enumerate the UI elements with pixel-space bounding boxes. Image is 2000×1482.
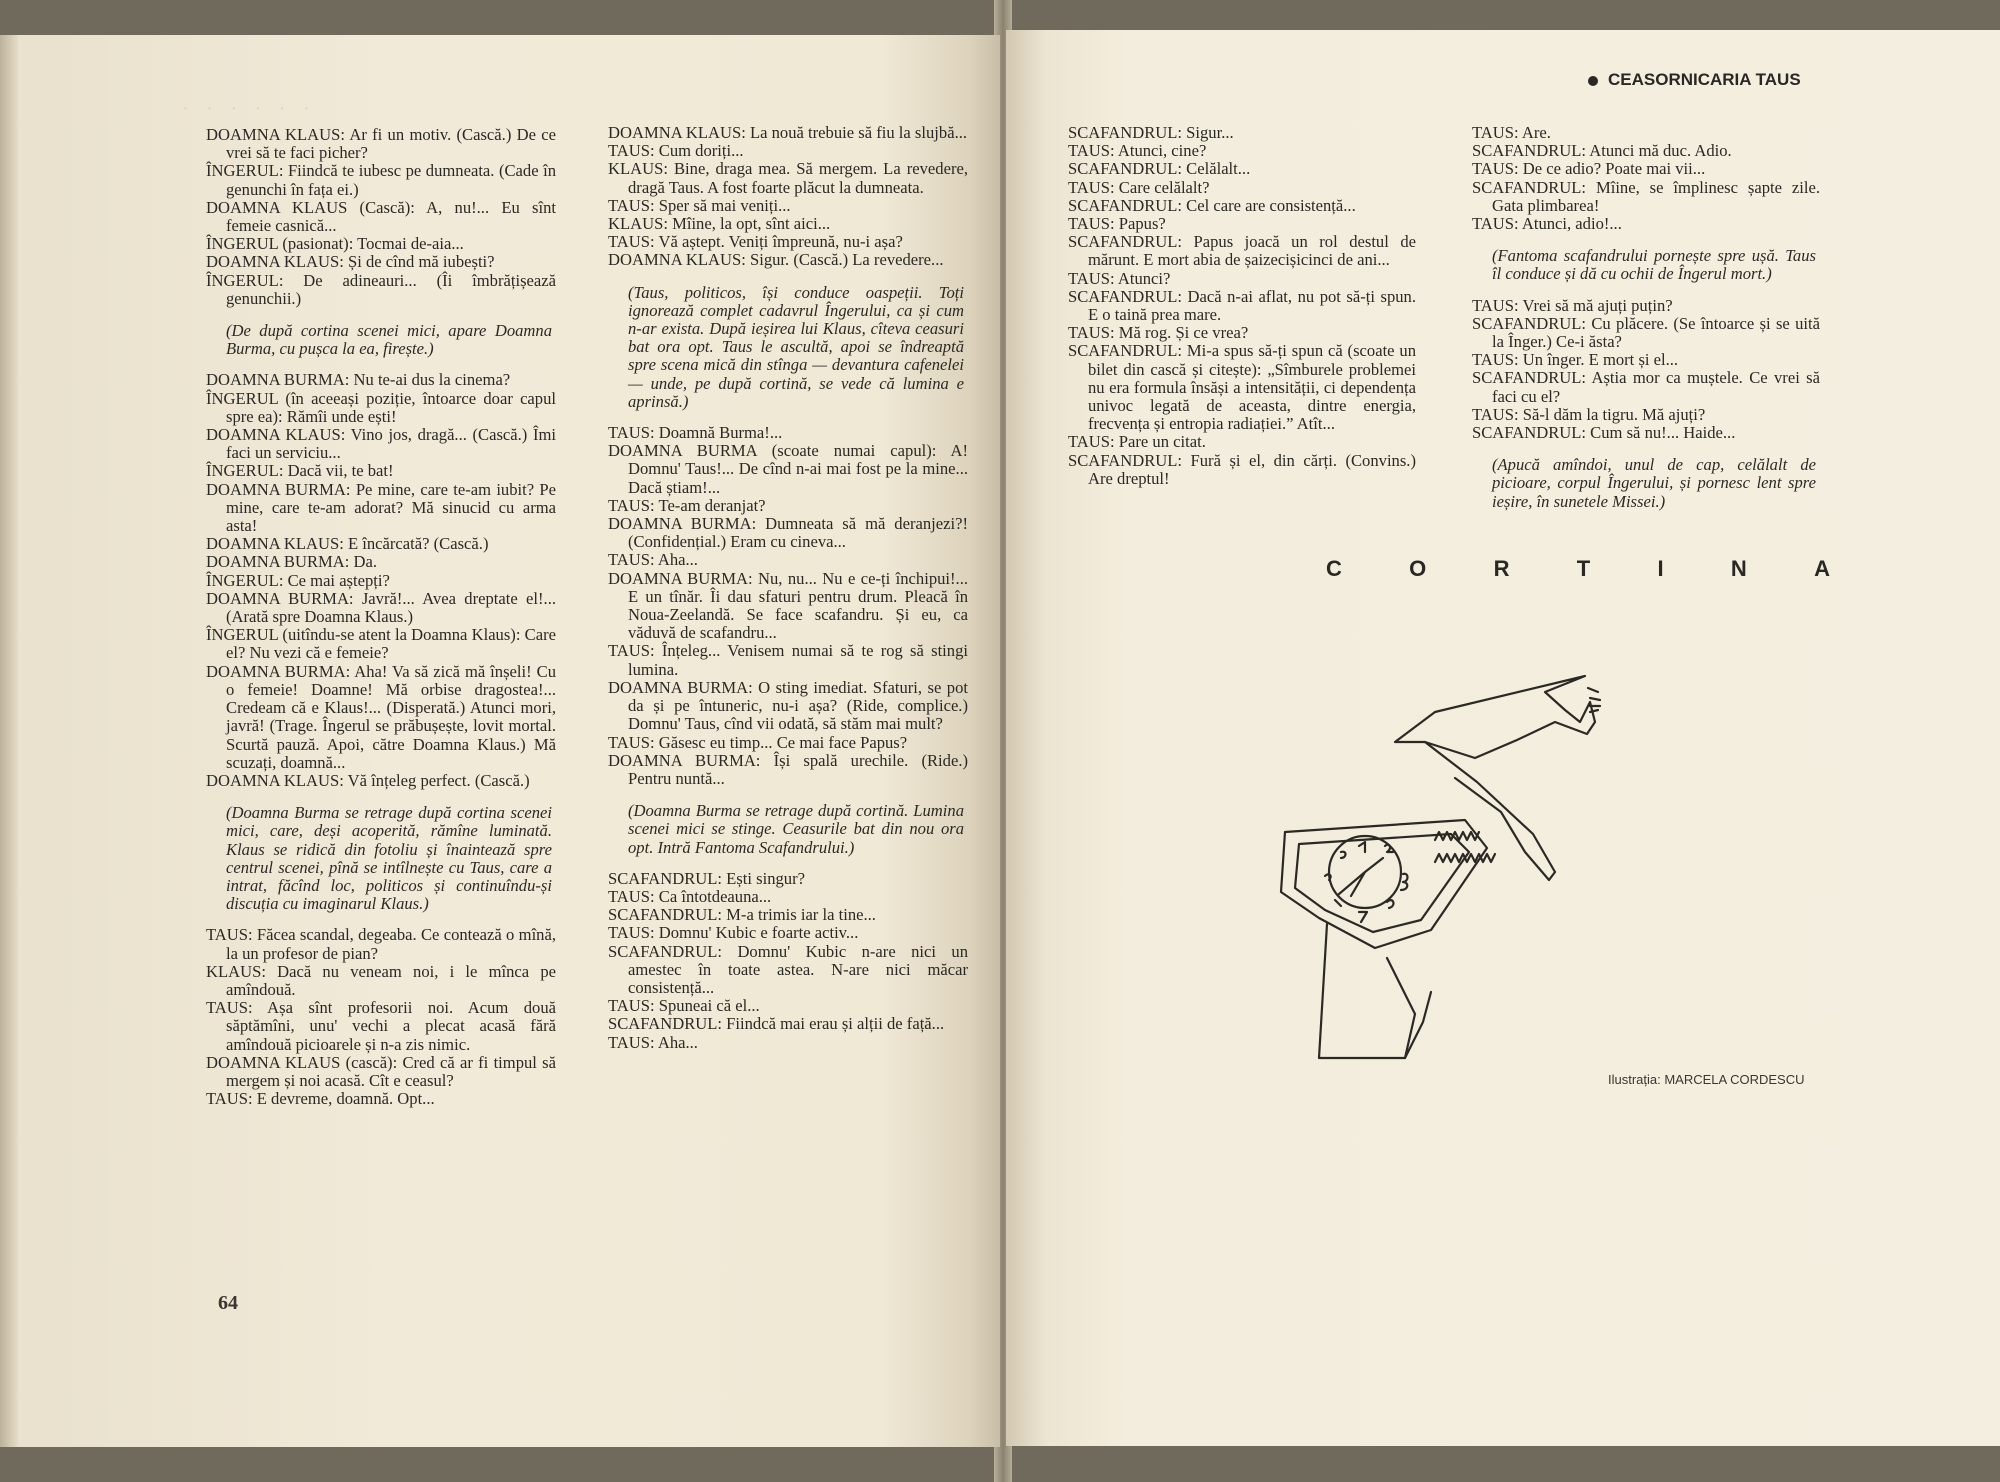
dialogue-line: SCAFANDRUL: Mi-a spus să-ți spun că (scoate un bilet din cască și citește): „Sîmburele problemei nu era formula însăși a intensității, ci dependența univoc legată de aceasta, dintre energia, frecvența și entropia radiației.” Atît... [1068, 341, 1416, 434]
dialogue-line: TAUS: E devreme, doamnă. Opt... [206, 1089, 435, 1109]
dialogue-line: ÎNGERUL (uitîndu-se atent la Doamna Klaus): Care el? Nu vezi că e femeie? [206, 625, 556, 663]
running-header-text: CEASORNICARIA TAUS [1608, 70, 1801, 89]
text-column-4 [1472, 124, 1820, 524]
dialogue-line: DOAMNA KLAUS: Vino jos, dragă... (Cască.) Îmi faci un serviciu... [206, 425, 556, 463]
dialogue-line: SCAFANDRUL: Mîine, se împlinesc șapte zile. Gata plimbarea! [1472, 177, 1820, 215]
dialogue-line: TAUS: Mă rog. Și ce vrea? [1068, 323, 1249, 343]
dialogue-line: TAUS: Aha... [608, 550, 698, 570]
dialogue-line: SCAFANDRUL: Cu plăcere. (Se întoarce și se uită la Înger.) Ce-i ăsta? [1472, 313, 1820, 352]
curtain-letter: I [1657, 556, 1664, 581]
dialogue-line: TAUS: Să-l dăm la tigru. Mă ajuți? [1472, 404, 1706, 424]
illustration-credit: Ilustrația: MARCELA CORDESCU [1608, 1072, 1805, 1087]
dialogue-line: TAUS: Un înger. E mort și el... [1472, 350, 1679, 370]
stage-direction: (Doamna Burma se retrage după cortina scenei mici, care, deși acoperită, rămîne luminată. Klaus se ridică din fotoliu și înaintează spre centrul scenei, pînă se intîlnește cu Taus, care a intrat, făcînd loc, politicos și continuîndu-și discuția cu imaginarul Klaus.) [226, 803, 552, 914]
dialogue-line: DOAMNA KLAUS (cască): Cred că ar fi timpul să mergem și noi acasă. Cît e ceasul? [206, 1052, 556, 1090]
dialogue-line: DOAMNA BURMA: Pe mine, care te-am iubit? Pe mine, care te-am adorat? Mă sinucid cu arma asta! [206, 479, 556, 536]
dialogue-line: ÎNGERUL: De adineauri... (Îi îmbrățișează genunchii.) [206, 270, 556, 308]
dialogue-line: SCAFANDRUL: Sigur... [1068, 123, 1234, 142]
dialogue-line: DOAMNA BURMA: Javră!... Avea dreptate el!... (Arată spre Doamna Klaus.) [206, 588, 556, 627]
dialogue-line: DOAMNA BURMA: Își spală urechile. (Ride.) Pentru nuntă... [608, 750, 968, 788]
curtain-letter: C [1326, 556, 1342, 581]
dialogue-line: SCAFANDRUL: M-a trimis iar la tine... [608, 905, 876, 925]
dialogue-line: TAUS: Spuneai că el... [608, 996, 760, 1016]
dialogue-line: SCAFANDRUL: Fură și el, din cărți. (Convins.) Are dreptul! [1068, 450, 1416, 488]
curtain-letter: R [1493, 556, 1510, 581]
page-edge [0, 35, 18, 1447]
dialogue-line: DOAMNA BURMA: Dumneata să mă deranjezi?! (Confidențial.) Eram cu cineva... [608, 514, 968, 552]
sketch-arm [1395, 676, 1595, 758]
dialogue-line: DOAMNA BURMA: Da. [206, 552, 378, 572]
curtain-letter: N [1730, 556, 1747, 581]
dialogue-line: DOAMNA KLAUS: Și de cînd mă iubești? [206, 252, 495, 272]
dialogue-line: SCAFANDRUL: Aștia mor ca muștele. Ce vrei să faci cu el? [1472, 368, 1820, 406]
dialogue-line: ÎNGERUL: Ce mai aștepți? [206, 570, 390, 590]
dialogue-line: ÎNGERUL (pasionat): Tocmai de-aia... [206, 234, 464, 254]
dialogue-line: DOAMNA KLAUS: Sigur. (Cască.) La revedere... [608, 250, 944, 270]
dialogue-line: DOAMNA KLAUS: La nouă trebuie să fiu la slujbă... [608, 123, 968, 142]
stage-direction: (Taus, politicos, își conduce oaspeții. Toți ignorează complet cadavrul Îngerului, ca și cum n-ar exista. După ieșirea lui Klaus, cîteva ceasuri bat ora opt. Taus le ascultă, apoi se îndreaptă spre scena mică din stînga — devantura cafenelei — unde, pe după cortină, se vede că lumina e aprinsă.) [628, 282, 964, 411]
dialogue-line: TAUS: Are. [1472, 123, 1551, 142]
dialogue-line: TAUS: Așa sînt profesorii noi. Acum două săptămîni, unu' vechi a plecat acasă fără amîndouă picioarele și n-a zis nimic. [206, 998, 556, 1054]
dialogue-line: KLAUS: Bine, draga mea. Să mergem. La revedere, dragă Taus. A fost foarte plăcut la dumneata. [608, 159, 968, 197]
dialogue-line: TAUS: De ce adio? Poate mai vii... [1472, 159, 1706, 179]
stage-direction: (Apucă amîndoi, unul de cap, celălalt de picioare, corpul Îngerului, și pornesc lent spre ieșire, în sunetele Missei.) [1492, 455, 1816, 511]
text-column-3 [1068, 124, 1416, 488]
dialogue-line: KLAUS: Mîine, la opt, sînt aici... [608, 214, 831, 234]
dialogue-line: SCAFANDRUL: Cum să nu!... Haide... [1472, 423, 1736, 443]
clock-sketch-illustration [1255, 662, 1655, 1062]
dialogue-line: SCAFANDRUL: Cel care are consistență... [1068, 195, 1356, 215]
page-number: 64 [218, 1292, 238, 1314]
dialogue-line: TAUS: Pare un citat. [1068, 432, 1206, 452]
dialogue-line: TAUS: Cum doriți... [608, 141, 744, 161]
show-through-header: · · · · · · [182, 97, 316, 119]
dialogue-line: TAUS: Vă aștept. Veniți împreună, nu-i așa? [608, 232, 903, 252]
dialogue-line: ÎNGERUL: Dacă vii, te bat! [206, 461, 394, 481]
stage-direction: (Fantoma scafandrului pornește spre ușă. Taus îl conduce și dă cu ochii de Îngerul mort.) [1492, 246, 1816, 284]
dialogue-line: SCAFANDRUL: Papus joacă un rol destul de mărunt. E mort abia de șaizecișicinci de ani... [1068, 232, 1416, 270]
sketch-body-inner [1295, 834, 1469, 932]
sketch-claw [1588, 688, 1600, 712]
dialogue-line: SCAFANDRUL: Domnu' Kubic n-are nici un amestec în toate astea. N-are nici măcar consistență... [608, 941, 968, 997]
dialogue-line: TAUS: Găsesc eu timp... Ce mai face Papus? [608, 732, 908, 752]
dialogue-line: SCAFANDRUL: Ești singur? [608, 868, 805, 888]
dialogue-line: DOAMNA BURMA: Aha! Va să zică mă înșeli! Cu o femeie! Doamne! Mă orbise dragostea!... Credeam că e Klaus!... (Disperată.) Atunci mori, javră! (Trage. Îngerul se prăbușește, lovit mortal. Scurtă pauză. Apoi, către Doamna Klaus.) Mă scuzați, doamnă... [206, 661, 556, 772]
dialogue-line: DOAMNA BURMA: O sting imediat. Sfaturi, se pot da și pe întuneric, nu-i așa? (Ride, complice.) Domnu' Taus, cînd vii odată, să stăm mai mult? [608, 677, 968, 734]
dialogue-line: DOAMNA BURMA: Nu, nu... Nu e ce-ți închipui!... E un tînăr. Îi dau sfaturi pentru drum. Pleacă în Noua-Zeelandă. Se face scafandru. Și eu, ca văduvă de scafandru... [608, 568, 968, 643]
dialogue-line: TAUS: Sper să mai veniți... [608, 195, 791, 215]
dialogue-line: TAUS: Ca întotdeauna... [608, 886, 772, 906]
stage-direction: (Doamna Burma se retrage după cortină. Lumina scenei mici se stinge. Ceasurile bat din nou ora opt. Intră Fantoma Scafandrului.) [628, 801, 964, 857]
sketch-teeth-side [1435, 854, 1495, 862]
dialogue-line: DOAMNA BURMA: Nu te-ai dus la cinema? [206, 370, 511, 390]
dialogue-line: TAUS: Care celălalt? [1068, 177, 1210, 197]
curtain-letter: A [1814, 556, 1830, 581]
dialogue-line: SCAFANDRUL: Dacă n-ai aflat, nu pot să-ți spun. E o taină prea mare. [1068, 286, 1416, 325]
text-column-1 [206, 126, 556, 1108]
dialogue-line: TAUS: Te-am deranjat? [608, 495, 766, 515]
running-header [1588, 70, 1801, 90]
dialogue-line: DOAMNA KLAUS: Vă înțeleg perfect. (Cască.) [206, 770, 530, 790]
curtain-heading [1326, 556, 1830, 582]
dialogue-line: TAUS: Vrei să mă ajuți puțin? [1472, 295, 1673, 315]
dialogue-line: DOAMNA KLAUS (Cască): A, nu!... Eu sînt femeie casnică... [206, 197, 556, 236]
dialogue-line: KLAUS: Dacă nu veneam noi, i le mînca pe amîndouă. [206, 961, 556, 999]
dialogue-line: TAUS: Atunci, adio!... [1472, 214, 1622, 234]
dialogue-line: DOAMNA KLAUS: Ar fi un motiv. (Cască.) De ce vrei să te faci picher? [206, 125, 556, 163]
stage-direction: (De după cortina scenei mici, apare Doamna Burma, cu pușca la ea, firește.) [226, 321, 552, 359]
clock-hands [1339, 858, 1383, 896]
dialogue-line: DOAMNA BURMA (scoate numai capul): A! Domnu' Taus!... De cînd n-ai mai fost pe la mine... Dacă știam!... [608, 441, 968, 497]
dialogue-line: TAUS: Papus? [1068, 214, 1166, 234]
curtain-letter: T [1576, 556, 1591, 581]
dialogue-line: TAUS: Înțeleg... Venisem numai să te rog să stingi lumina. [608, 641, 968, 679]
dialogue-line: TAUS: Domnu' Kubic e foarte activ... [608, 923, 859, 943]
dialogue-line: DOAMNA KLAUS: E încărcată? (Cască.) [206, 534, 489, 554]
dialogue-line: ÎNGERUL: Fiindcă te iubesc pe dumneata. (Cade în genunchi în fața ei.) [206, 161, 556, 199]
dialogue-line: TAUS: Doamnă Burma!... [608, 423, 783, 443]
curtain-letter: O [1409, 556, 1427, 581]
dialogue-line: SCAFANDRUL: Celălalt... [1068, 159, 1251, 179]
text-column-2 [608, 124, 968, 1052]
dialogue-line: TAUS: Atunci? [1068, 268, 1171, 288]
dialogue-line: TAUS: Aha... [608, 1032, 698, 1052]
dialogue-line: TAUS: Făcea scandal, degeaba. Ce contează o mînă, la un profesor de pian? [206, 925, 556, 963]
dialogue-line: ÎNGERUL (în aceeași poziție, întoarce doar capul spre ea): Rămîi unde ești! [206, 388, 556, 426]
dialogue-line: SCAFANDRUL: Fiindcă mai erau și alții de față... [608, 1014, 945, 1034]
dialogue-line: TAUS: Atunci, cine? [1068, 141, 1207, 161]
bullet-icon [1588, 76, 1598, 86]
dialogue-line: SCAFANDRUL: Atunci mă duc. Adio. [1472, 141, 1732, 161]
